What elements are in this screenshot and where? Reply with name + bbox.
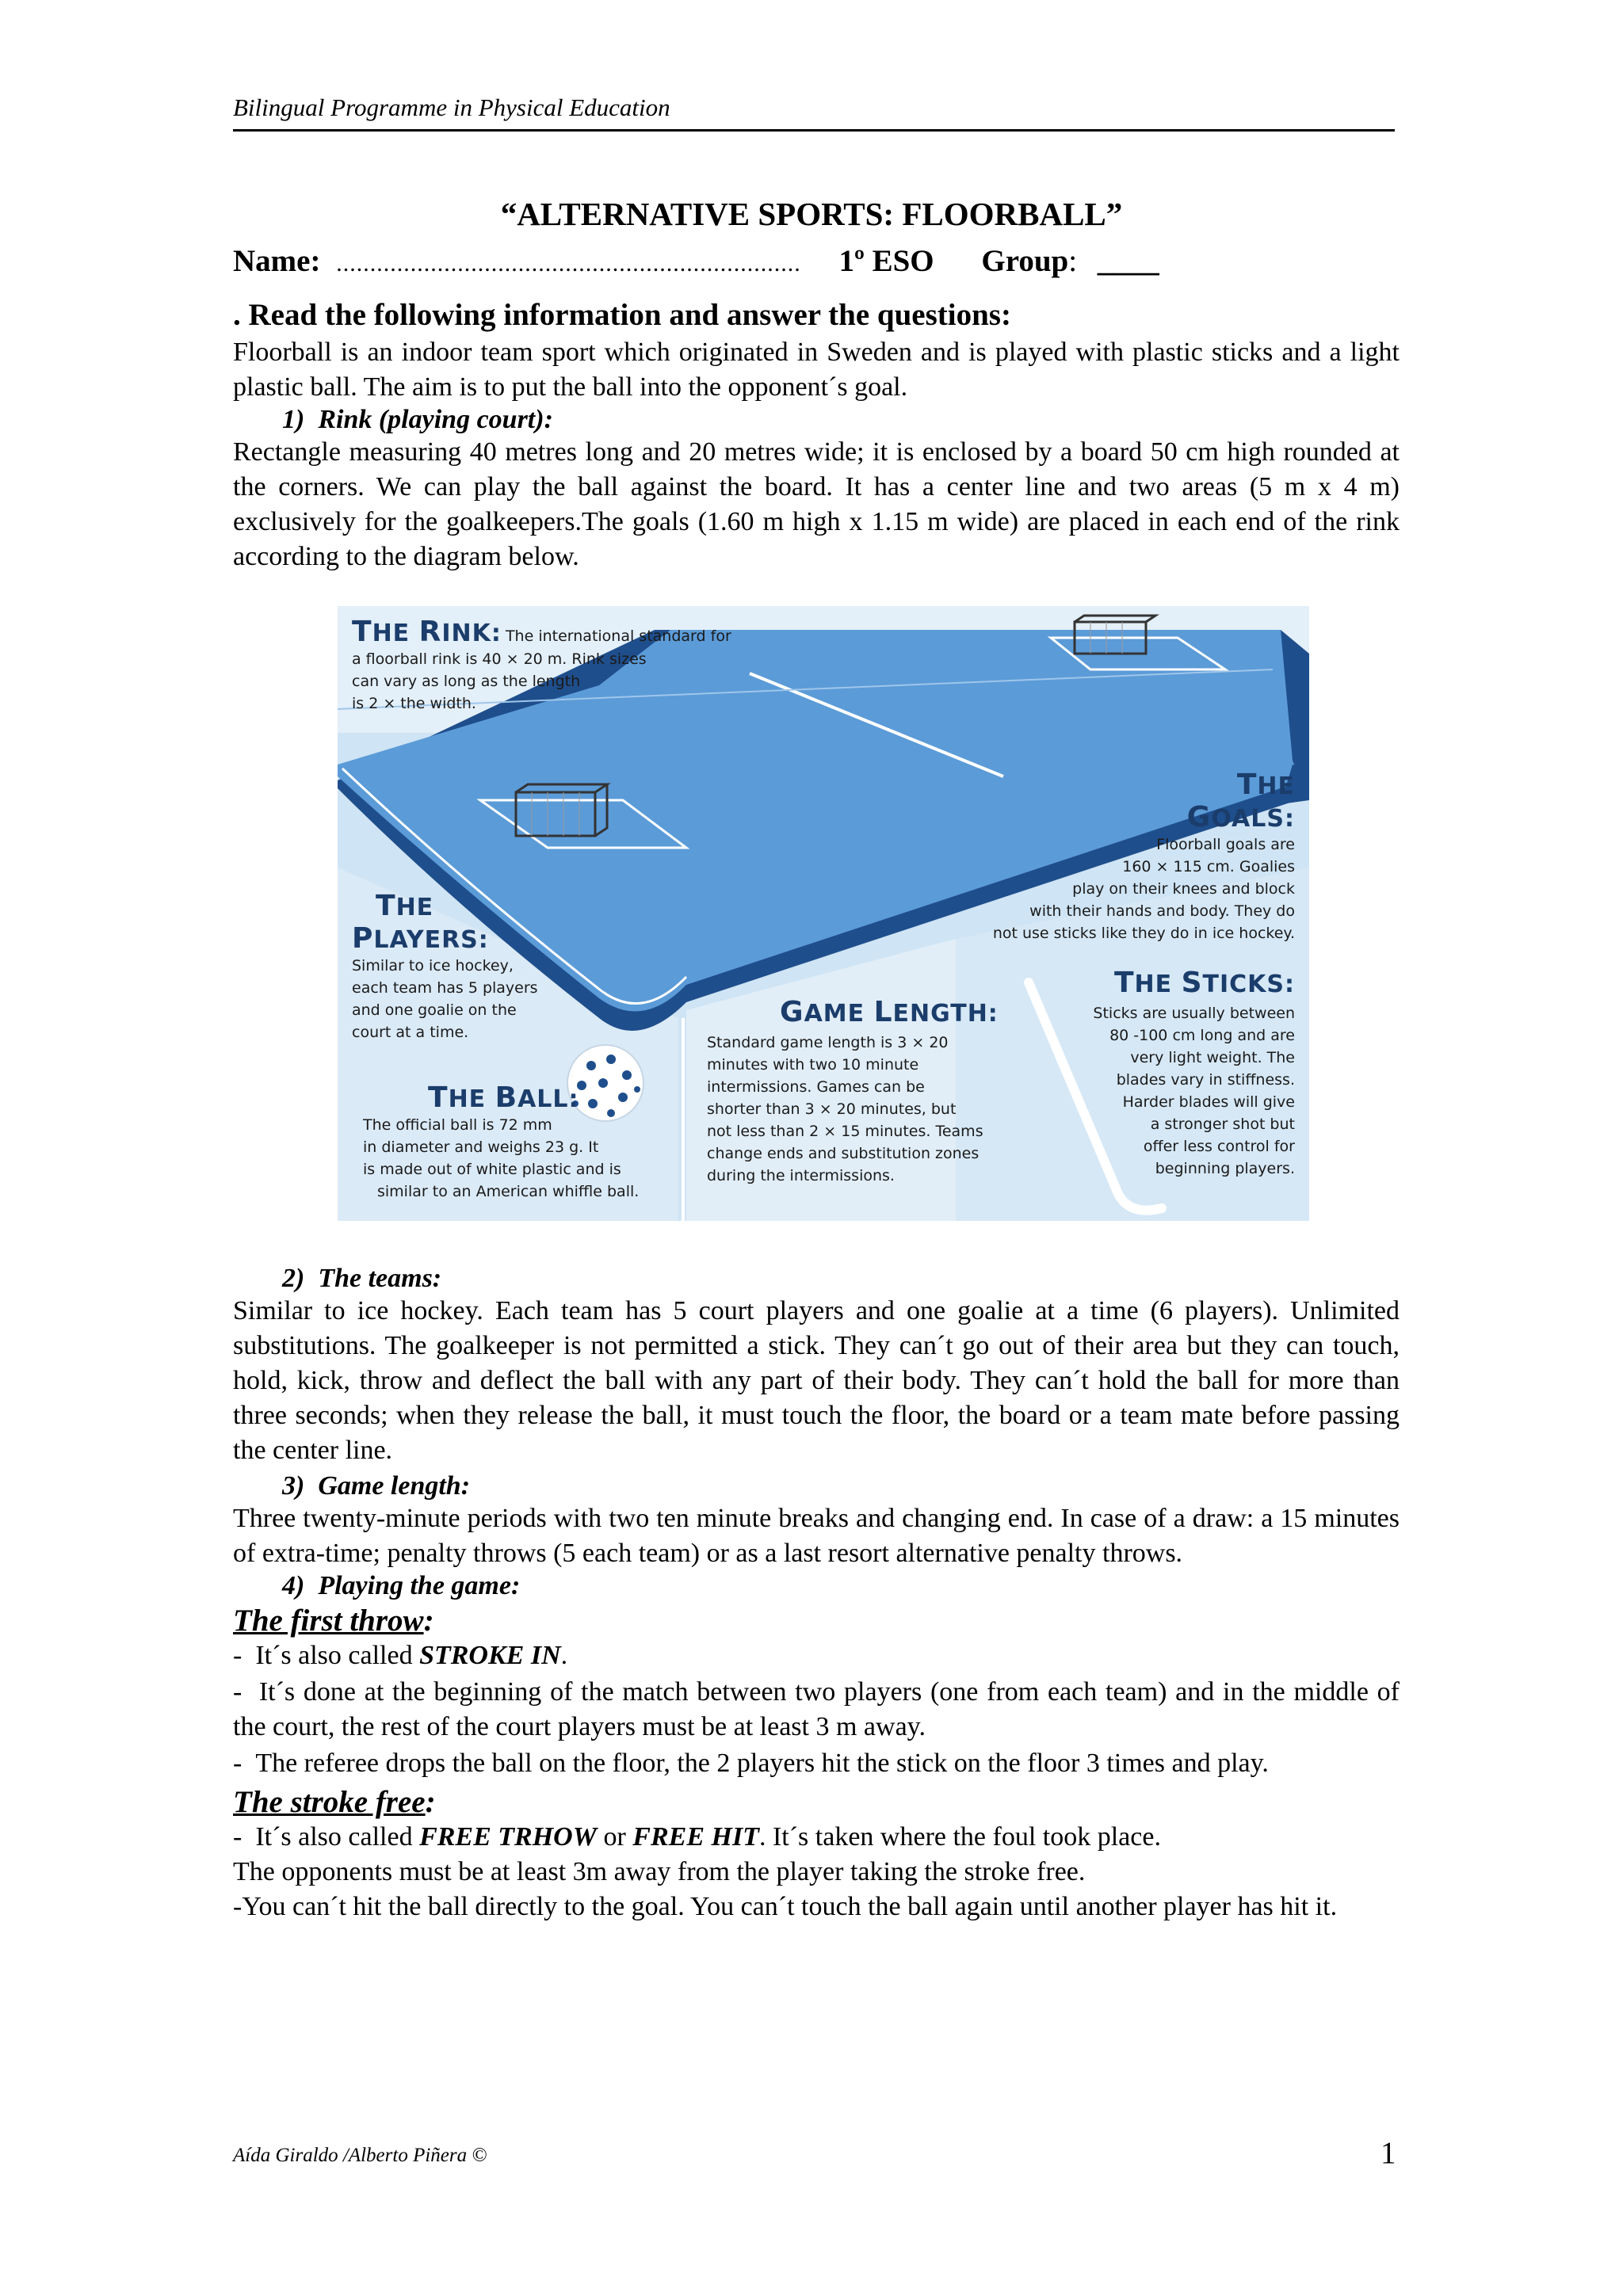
goals-text-line: not use sticks like they do in ice hockey. (992, 925, 1295, 942)
rink-heading-label: THE RINK: (352, 616, 502, 648)
intro-paragraph: Floorball is an indoor team sport which originated in Sweden and is played with plastic sticks and a light plastic ball. The aim is to put the ball into the opponent´s goal. (233, 338, 1400, 402)
game-length-text-line: minutes with two 10 minute (707, 1056, 919, 1074)
goals-label (930, 769, 1295, 944)
ball-text-line: is made out of white plastic and is (363, 1161, 621, 1178)
game-length-text-line: not less than 2 × 15 minutes. Teams (707, 1123, 983, 1140)
student-info-line (233, 243, 1400, 279)
game-length-heading-text: 3) Game length: (282, 1471, 471, 1501)
sticks-text-line: a stronger shot but (1150, 1116, 1295, 1133)
goals-heading-line2: GOALS: (1186, 801, 1295, 833)
stroke-free-heading: The stroke free: (233, 1785, 436, 1819)
game-length-text-line: Standard game length is 3 × 20 (707, 1034, 949, 1051)
sticks-heading: THE STICKS: (1113, 967, 1295, 999)
players-heading-line2: PLAYERS: (352, 922, 489, 955)
players-text-line: each team has 5 players (352, 979, 538, 997)
goals-heading-line1: THE (1236, 769, 1295, 801)
rink-heading: 1) Rink (playing court): (282, 405, 553, 434)
sticks-text-line: very light weight. The (1130, 1049, 1295, 1066)
game-length-label (707, 996, 999, 1187)
goals-text-line: Floorball goals are (1156, 836, 1295, 853)
sticks-text-line: Sticks are usually between (1093, 1005, 1295, 1022)
teams-paragraph: Similar to ice hockey. Each team has 5 court players and one goalie at a time (6 players). Unlimited substitutions. The goalkeeper is not permitted a stick. They can´t go out of their area but they can touch, hold, kick, throw and deflect the ball with any part of their body. They can´t hold the ball for more than three seconds; when they release the ball, it must touch the floor, the board or a team mate before passing the center line. (233, 1296, 1400, 1465)
game-length-heading: GAME LENGTH: (780, 996, 999, 1028)
game-length-text-line: during the intermissions. (707, 1167, 895, 1184)
stroke-free-line: -You can´t hit the ball directly to the goal. You can´t touch the ball again until another player has hit it. (233, 1892, 1338, 1921)
header-rule (233, 129, 1395, 132)
intro-block (233, 335, 1400, 574)
game-length-text-line: intermissions. Games can be (707, 1078, 925, 1096)
playing-heading: 4) Playing the game: (282, 1571, 521, 1600)
rink-text-line: is 2 × the width. (352, 695, 476, 712)
group-colon: : (1068, 244, 1078, 278)
players-heading-line1: THE (376, 890, 434, 922)
document-title: “ALTERNATIVE SPORTS: FLOORBALL” (500, 196, 1123, 232)
rink-infographic (338, 606, 1309, 1221)
game-length-text-line: shorter than 3 × 20 minutes, but (707, 1100, 957, 1118)
rink-text-line: can vary as long as the length (352, 673, 581, 690)
rink-label (352, 616, 731, 715)
ball-label (363, 1081, 639, 1203)
players-text-line: and one goalie on the (352, 1001, 517, 1019)
ball-text-line: similar to an American whiffle ball. (377, 1183, 640, 1200)
first-throw-item: - It´s done at the beginning of the match between two players (one from each team) and in the middle of the court, the rest of the court players must be at least 3 m away. (233, 1677, 1400, 1741)
ball-text-line: The official ball is 72 mm (363, 1116, 552, 1134)
rules-block (233, 1264, 1400, 1924)
ball-text-line: in diameter and weighs 23 g. It (363, 1138, 599, 1156)
group-blank: ____ (1097, 244, 1159, 278)
stroke-free-item: - It´s also called FREE TRHOW or FREE HIT. It´s taken where the foul took place. (233, 1822, 1161, 1852)
footer-credit: Aída Giraldo /Alberto Piñera © (233, 2145, 487, 2166)
first-throw-item: - It´s also called STROKE IN. (233, 1641, 568, 1670)
first-throw-item: - The referee drops the ball on the floor, the 2 players hit the stick on the floor 3 times and play. (233, 1749, 1269, 1778)
name-label: Name: (233, 244, 321, 278)
first-throw-heading: The first throw: (233, 1604, 434, 1638)
rink-paragraph: Rectangle measuring 40 metres long and 20 metres wide; it is enclosed by a board 50 cm high rounded at the corners. We can play the ball against the board. It has a center line and two areas (5 m x 4 m) exclusively for the goalkeepers.The goals (1.60 m high x 1.15 m wide) are placed in each end of the rink according to the diagram below. (233, 437, 1400, 571)
players-label (352, 890, 538, 1043)
stroke-free-line: The opponents must be at least 3m away from the player taking the stroke free. (233, 1857, 1086, 1886)
game-length-text-line: change ends and substitution zones (707, 1145, 980, 1162)
page-number: 1 (1381, 2136, 1396, 2170)
goals-text-line: play on their knees and block (1072, 880, 1295, 898)
ball-heading: THE BALL: (428, 1081, 579, 1114)
sticks-text-line: 80 -100 cm long and are (1109, 1027, 1295, 1044)
sticks-text-line: Harder blades will give (1122, 1093, 1295, 1111)
rink-text-line: The international standard for (505, 627, 731, 645)
sticks-text-line: beginning players. (1155, 1160, 1295, 1177)
players-text-line: Similar to ice hockey, (352, 957, 514, 974)
goals-text-line: with their hands and body. They do (1029, 902, 1295, 920)
name-blank: ..................................................................... (336, 250, 801, 277)
course-label: 1º ESO (838, 244, 934, 278)
game-length-paragraph: Three twenty-minute periods with two ten minute breaks and changing end. In case of a draw: a 15 minutes of extra-time; penalty throws (5 each team) or as a last resort alternative penalty throws. (233, 1504, 1400, 1568)
sticks-text-line: offer less control for (1143, 1138, 1295, 1155)
sticks-text-line: blades vary in stiffness. (1116, 1071, 1295, 1089)
sticks-label (1010, 967, 1295, 1180)
instruction-heading: . Read the following information and answer the questions: (233, 298, 1011, 332)
group-label: Group (981, 244, 1069, 278)
players-text-line: court at a time. (352, 1024, 469, 1041)
running-header: Bilingual Programme in Physical Education (233, 93, 670, 121)
teams-heading: 2) The teams: (282, 1264, 442, 1293)
goals-text-line: 160 × 115 cm. Goalies (1122, 858, 1295, 875)
rink-text-line: a floorball rink is 40 × 20 m. Rink sizes (352, 650, 647, 668)
